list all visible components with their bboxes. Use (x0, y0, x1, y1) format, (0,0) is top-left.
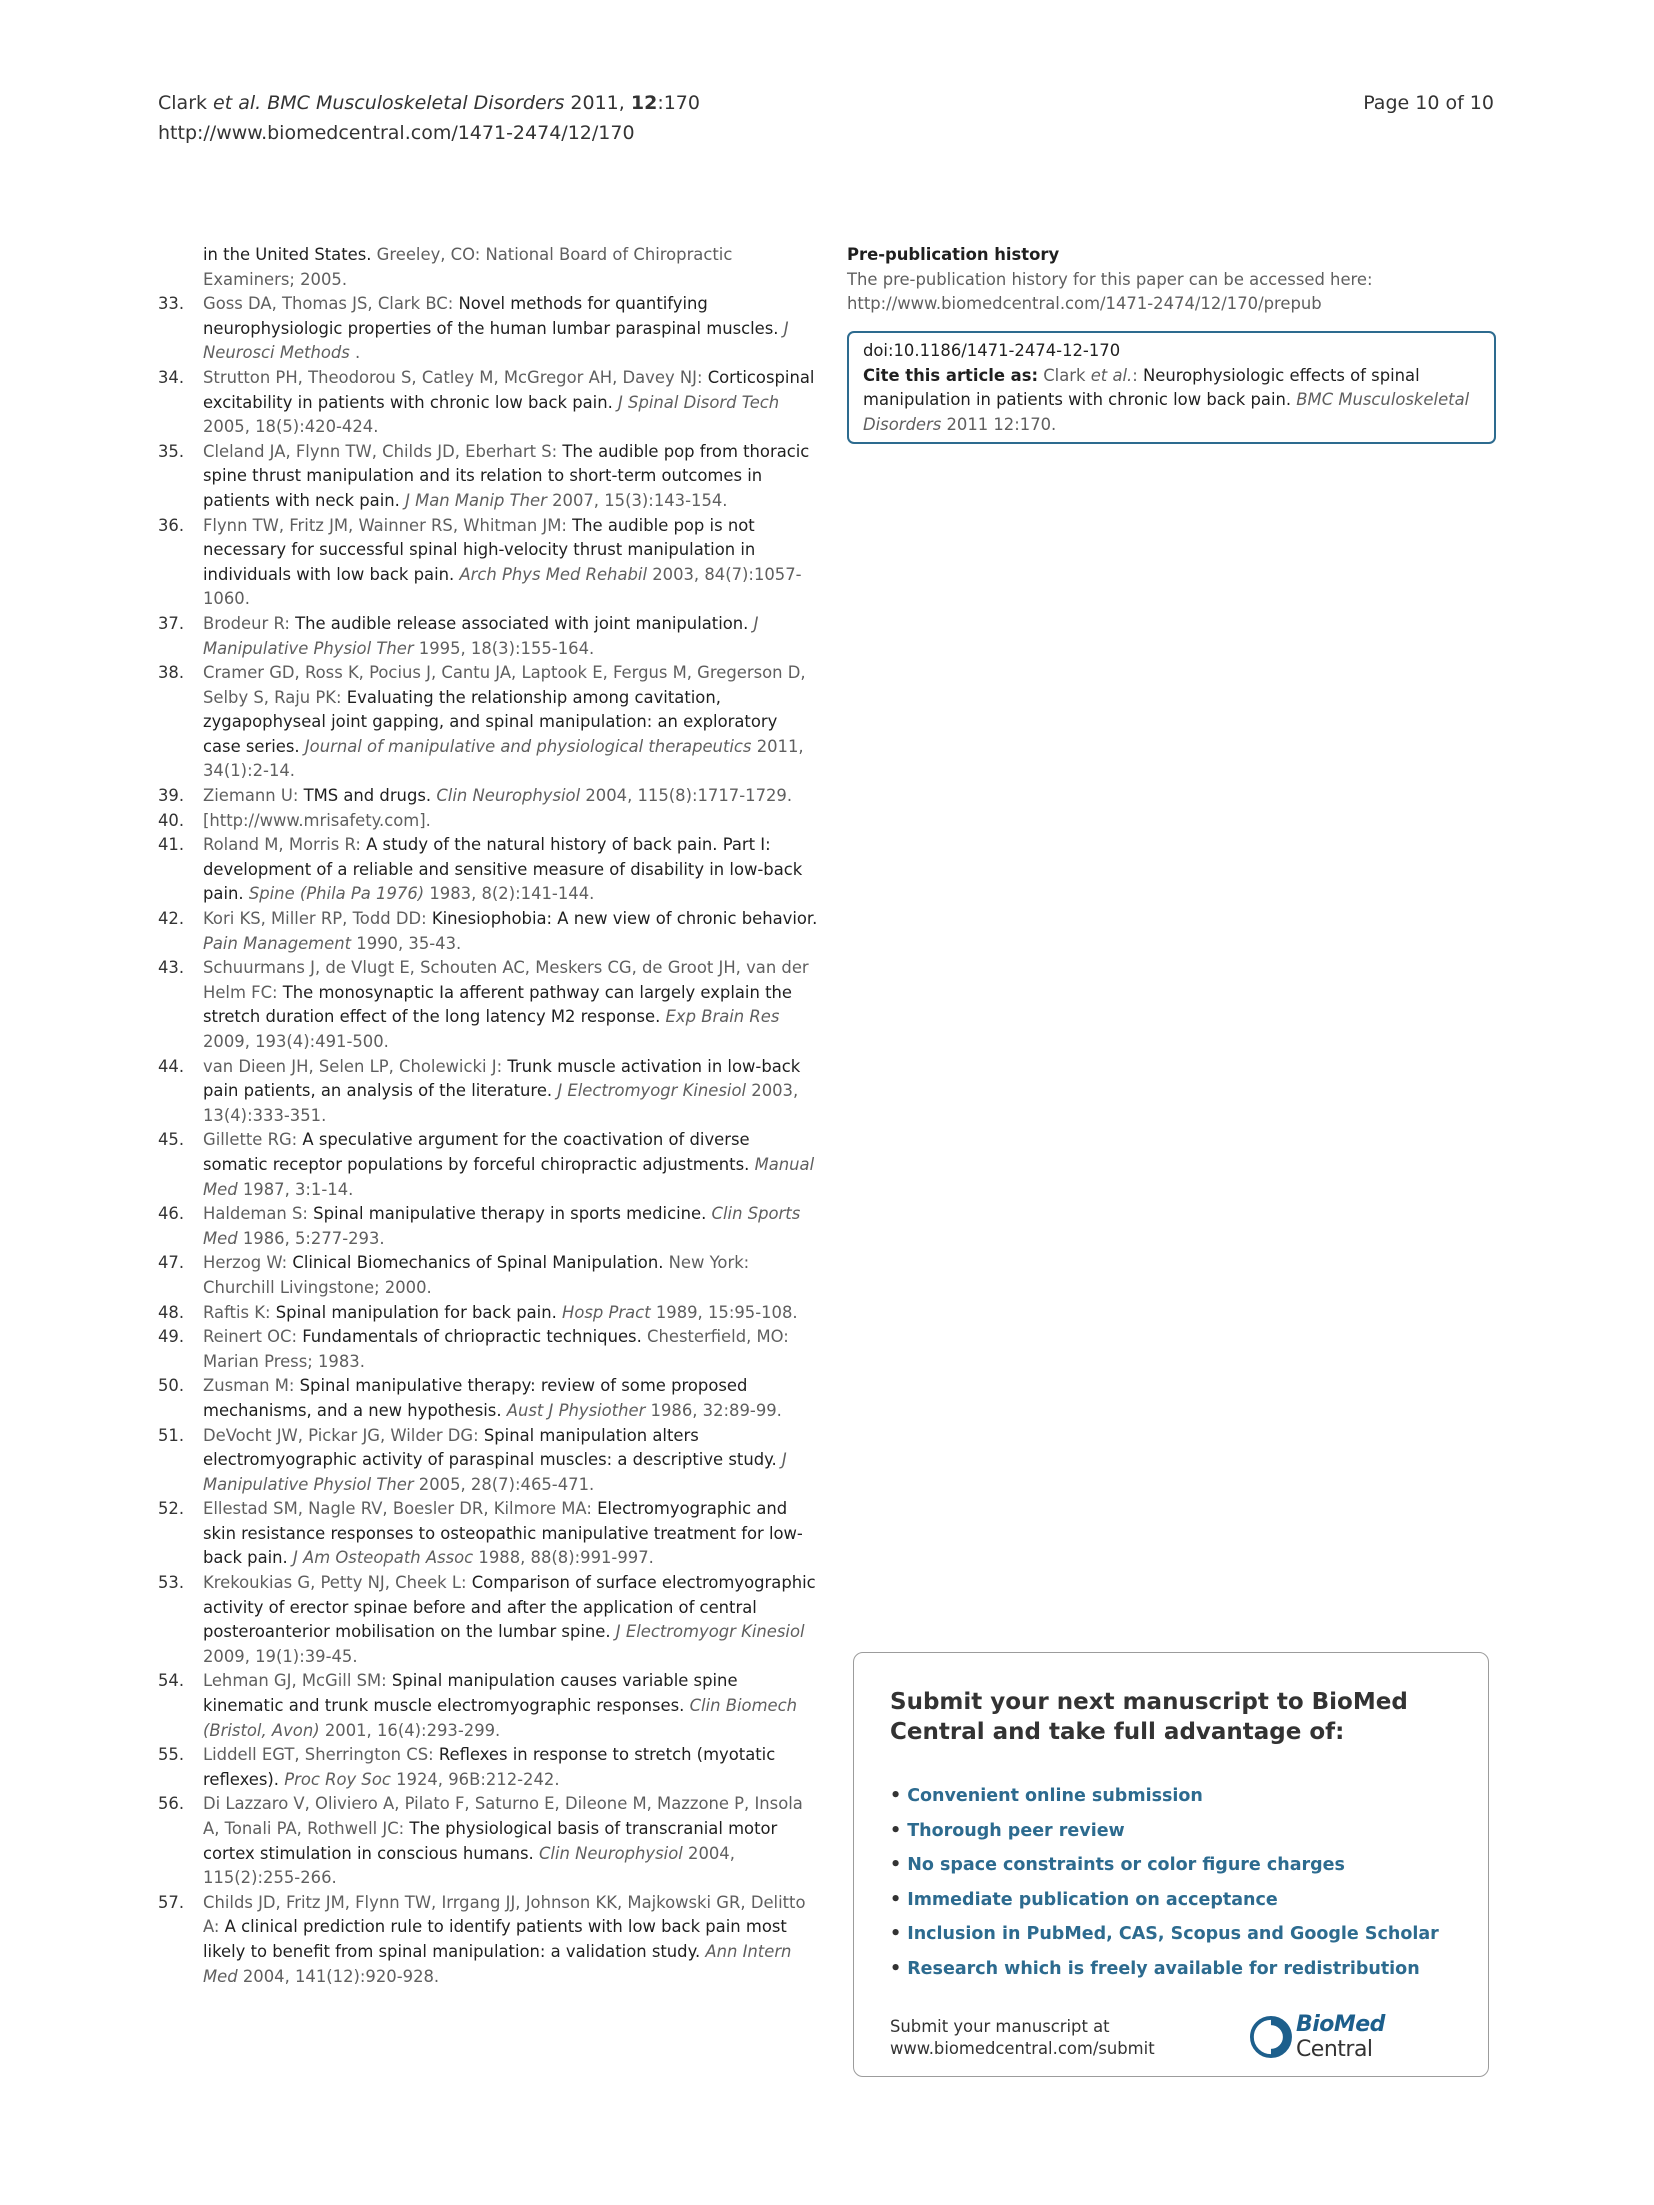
reference-title: The audible release associated with joint manipulation. (289, 613, 749, 633)
reference-journal: Clin Neurophysiol (533, 1843, 683, 1863)
reference-number: 44. (158, 1056, 185, 1076)
reference-number: 49. (158, 1327, 185, 1347)
reference-authors: Herzog W: (203, 1253, 288, 1273)
reference-number: 50. (158, 1376, 185, 1396)
reference-details: . (349, 343, 361, 363)
reference-authors: Roland M, Morris R: (203, 835, 361, 855)
reference-item (158, 1792, 818, 1890)
reference-item (158, 661, 818, 784)
reference-title: Clinical Biomechanics of Spinal Manipulation. (287, 1253, 664, 1273)
reference-journal: Arch Phys Med Rehabil (454, 564, 647, 584)
reference-title: Kinesiophobia: A new view of chronic behavior. (426, 909, 818, 929)
reference-authors: Reinert OC: (203, 1327, 298, 1347)
reference-item (158, 366, 818, 440)
ad-benefit-text: Immediate publication on acceptance (907, 1889, 1278, 1910)
reference-number: 47. (158, 1253, 185, 1273)
reference-journal: J Man Manip Ther (399, 490, 547, 510)
ad-benefit-item (890, 1917, 1439, 1952)
reference-number: 38. (158, 663, 185, 683)
reference-details: 1990, 35-43. (351, 933, 462, 953)
ad-benefit-item (890, 1848, 1439, 1883)
reference-authors: Flynn TW, Fritz JM, Wainner RS, Whitman JM: (203, 515, 567, 535)
reference-item (158, 1424, 818, 1498)
running-header (158, 88, 700, 148)
reference-item (158, 907, 818, 956)
ad-benefit-text: Thorough peer review (907, 1820, 1125, 1841)
reference-list (158, 243, 818, 1989)
reference-number: 41. (158, 835, 185, 855)
reference-authors: Zusman M: (203, 1376, 295, 1396)
citation-box (847, 331, 1496, 444)
reference-authors: Cramer GD, Ross K, Pocius J, Cantu JA, Laptook E, Fergus M, Gregerson D, Selby S, Raju PK: (203, 663, 806, 707)
bullet-icon: • (890, 1820, 902, 1841)
reference-item (158, 1202, 818, 1251)
reference-authors: Haldeman S: (203, 1204, 308, 1224)
reference-number: 39. (158, 786, 185, 806)
reference-item (158, 1055, 818, 1129)
ad-benefit-item (890, 1952, 1439, 1987)
bullet-icon: • (890, 1786, 902, 1806)
reference-number: 43. (158, 958, 185, 978)
reference-publisher: Greeley, CO: National Board of Chiropractic Examiners; 2005. (203, 245, 733, 289)
reference-publisher: Chesterfield, MO: Marian Press; 1983. (203, 1327, 789, 1371)
reference-title: The physiological basis of transcranial motor cortex stimulation in conscious humans. (203, 1819, 778, 1863)
reference-details: 2003, 13(4):333-351. (203, 1081, 799, 1125)
bullet-icon: • (890, 1889, 902, 1910)
reference-journal: Hosp Pract (556, 1302, 651, 1322)
reference-journal: Clin Sports Med (203, 1204, 801, 1248)
reference-title: A speculative argument for the coactivation of diverse somatic receptor populations by forceful chiropractic adjustments. (203, 1130, 750, 1174)
reference-number: 36. (158, 515, 185, 535)
reference-details: 2009, 19(1):39-45. (203, 1646, 358, 1666)
ad-title: Submit your next manuscript to BioMed Central and take full advantage of: (890, 1689, 1408, 1745)
logo-text: BioMed Central (1295, 2012, 1385, 2062)
reference-title: Comparison of surface electromyographic activity of erector spinae before and after the application of central posteroanterior mobilisation on the lumbar spine. (203, 1573, 816, 1642)
reference-item (158, 1251, 818, 1300)
ad-footer-line1: Submit your manuscript at (890, 2017, 1110, 2036)
reference-authors: Goss DA, Thomas JS, Clark BC: (203, 294, 454, 314)
reference-details: 2005, 28(7):465-471. (413, 1474, 595, 1494)
ad-benefit-item (890, 1814, 1439, 1849)
reference-number: 34. (158, 367, 185, 387)
doi-text: doi:10.1186/1471-2474-12-170 (863, 341, 1121, 360)
cite-text: Cite this article as: Clark et al.: Neurophysiologic effects of spinal manipulation in patients with chronic low back pain. BMC Musculoskeletal Disorders 2011 12:170. (863, 365, 1470, 434)
reference-authors: [http://www.mrisafety.com]. (203, 810, 431, 830)
reference-item (158, 1325, 818, 1374)
reference-details: 2003, 84(7):1057-1060. (203, 564, 802, 609)
reference-authors: Brodeur R: (203, 613, 290, 633)
reference-item (158, 784, 818, 809)
reference-journal: J Electromyogr Kinesiol (552, 1081, 747, 1101)
reference-number: 33. (158, 294, 185, 314)
reference-item (158, 440, 818, 514)
reference-journal: Journal of manipulative and physiological therapeutics (299, 736, 752, 756)
reference-item (158, 1128, 818, 1202)
reference-item (158, 809, 818, 834)
reference-authors: Ziemann U: (203, 786, 299, 806)
reference-title: Trunk muscle activation in low-back pain patients, an analysis of the literature. (203, 1056, 801, 1101)
reference-details: 1986, 5:277-293. (237, 1228, 385, 1248)
reference-authors: Childs JD, Fritz JM, Flynn TW, Irrgang JJ, Johnson KK, Majkowski GR, Delitto A: (203, 1892, 806, 1937)
reference-title: A clinical prediction rule to identify patients with low back pain most likely to benefit from spinal manipulation: a validation study. (203, 1917, 787, 1961)
reference-journal: J Electromyogr Kinesiol (610, 1622, 805, 1642)
reference-details: 2011, 34(1):2-14. (203, 736, 804, 781)
reference-journal: Clin Neurophysiol (431, 786, 581, 806)
reference-item (158, 1497, 818, 1571)
reference-title: Electromyographic and skin resistance responses to osteopathic manipulative treatment for low-back pain. (203, 1499, 803, 1568)
reference-authors: Raftis K: (203, 1302, 271, 1322)
reference-journal: J Am Osteopath Assoc (287, 1548, 474, 1568)
ad-benefit-item (890, 1779, 1439, 1814)
reference-number: 48. (158, 1302, 185, 1322)
reference-journal: J Neurosci Methods (203, 318, 789, 363)
reference-title: Spinal manipulation for back pain. (270, 1302, 557, 1322)
reference-details: 1986, 32:89-99. (645, 1400, 782, 1420)
page-number: Page 10 of 10 (1363, 92, 1494, 114)
reference-number: 56. (158, 1794, 185, 1814)
reference-item (158, 956, 818, 1054)
reference-journal: J Manipulative Physiol Ther (203, 613, 759, 658)
reference-details: 1988, 88(8):991-997. (473, 1548, 654, 1568)
biomed-central-logo (1250, 2012, 1460, 2062)
reference-item (158, 612, 818, 661)
reference-item (158, 1891, 818, 1989)
ad-benefit-text: No space constraints or color figure charges (907, 1855, 1345, 1875)
reference-item (158, 1669, 818, 1743)
reference-number: 52. (158, 1499, 185, 1519)
reference-title: The monosynaptic Ia afferent pathway can largely explain the stretch duration effect of the long latency M2 response. (203, 982, 792, 1027)
reference-journal: Pain Management (203, 933, 352, 953)
reference-details: 2007, 15(3):143-154. (546, 490, 728, 510)
reference-title: Spinal manipulation alters electromyographic activity of paraspinal muscles: a descriptive study. (203, 1425, 777, 1470)
reference-title: The audible pop is not necessary for successful spinal high-velocity thrust manipulation in individuals with low back pain. (203, 515, 756, 584)
prepublication-text: The pre-publication history for this paper can be accessed here: (847, 269, 1373, 289)
reference-item (158, 514, 818, 612)
ad-benefits-list (890, 1779, 1439, 1986)
reference-title: Spinal manipulative therapy: review of some proposed mechanisms, and a new hypothesis. (203, 1376, 748, 1420)
reference-details: 2005, 18(5):420-424. (203, 417, 379, 437)
reference-item (158, 1374, 818, 1423)
reference-title: Novel methods for quantifying neurophysiologic properties of the human lumbar paraspinal muscles. (203, 294, 779, 338)
reference-journal: Manual Med (203, 1154, 815, 1199)
reference-authors: Kori KS, Miller RP, Todd DD: (203, 909, 427, 929)
reference-journal: Aust J Physiother (501, 1400, 646, 1420)
reference-authors: Schuurmans J, de Vlugt E, Schouten AC, Meskers CG, de Groot JH, van der Helm FC: (203, 958, 809, 1002)
reference-item (158, 1301, 818, 1326)
reference-details: 1983, 8(2):141-144. (424, 884, 595, 904)
header-citation: Clark et al. BMC Musculoskeletal Disorders 2011, 12:170 (158, 92, 700, 114)
reference-details: 2001, 16(4):293-299. (319, 1720, 501, 1740)
reference-details: 2009, 193(4):491-500. (203, 1032, 389, 1051)
bullet-icon: • (890, 1958, 902, 1979)
reference-number: 51. (158, 1425, 185, 1445)
ad-submit-url[interactable]: www.biomedcentral.com/submit (890, 2039, 1155, 2058)
reference-item (158, 292, 818, 366)
reference-details: 1989, 15:95-108. (650, 1302, 798, 1322)
reference-journal: Proc Roy Soc (279, 1769, 391, 1789)
prepublication-heading: Pre-publication history (847, 245, 1060, 264)
bullet-icon: • (890, 1924, 902, 1944)
ad-benefit-item (890, 1883, 1439, 1918)
reference-number: 55. (158, 1745, 185, 1765)
reference-authors: Ellestad SM, Nagle RV, Boesler DR, Kilmore MA: (203, 1499, 592, 1519)
reference-number: 40. (158, 810, 185, 830)
reference-number: 57. (158, 1892, 185, 1912)
biomed-logo-icon (1250, 2015, 1292, 2059)
reference-title: Spinal manipulative therapy in sports medicine. (307, 1204, 707, 1224)
reference-authors: Lehman GJ, McGill SM: (203, 1671, 387, 1691)
bullet-icon: • (890, 1855, 902, 1875)
prepublication-section (847, 243, 1497, 317)
reference-journal: Spine (Phila Pa 1976) (243, 884, 425, 904)
reference-details: 2004, 141(12):920-928. (237, 1966, 440, 1986)
reference-details: 2004, 115(2):255-266. (203, 1843, 735, 1888)
reference-number: 42. (158, 909, 185, 929)
reference-title: Corticospinal excitability in patients with chronic low back pain. (203, 367, 815, 412)
reference-details: 1924, 96B:212-242. (390, 1769, 560, 1789)
reference-title: The audible pop from thoracic spine thrust manipulation and its relation to short-term outcomes in patients with neck pain. (203, 441, 810, 510)
reference-number: 37. (158, 613, 185, 633)
reference-item (158, 243, 818, 292)
reference-authors: Liddell EGT, Sherrington CS: (203, 1745, 434, 1765)
reference-authors: Krekoukias G, Petty NJ, Cheek L: (203, 1573, 467, 1593)
reference-number: 53. (158, 1573, 185, 1593)
reference-title: Spinal manipulation causes variable spine kinematic and trunk muscle electromyographic responses. (203, 1671, 738, 1716)
reference-title: Fundamentals of chriopractic techniques. (297, 1327, 642, 1347)
ad-benefit-text: Convenient online submission (907, 1786, 1203, 1806)
reference-journal: Ann Intern Med (203, 1941, 792, 1986)
reference-item (158, 833, 818, 907)
reference-journal: Exp Brain Res (660, 1007, 780, 1027)
reference-title: TMS and drugs. (298, 786, 432, 806)
reference-authors: DeVocht JW, Pickar JG, Wilder DG: (203, 1425, 479, 1445)
reference-journal: Clin Biomech (Bristol, Avon) (203, 1696, 798, 1740)
reference-authors: Di Lazzaro V, Oliviero A, Pilato F, Saturno E, Dileone M, Mazzone P, Insola A, Tonali PA, Rothwell JC: (203, 1794, 803, 1838)
reference-journal: J Spinal Disord Tech (612, 392, 780, 412)
reference-details: 1987, 3:1-14. (237, 1179, 354, 1199)
ad-benefit-text: Inclusion in PubMed, CAS, Scopus and Google Scholar (907, 1924, 1439, 1944)
ad-footer (890, 2016, 1155, 2060)
reference-number: 54. (158, 1671, 185, 1691)
reference-title: Reflexes in response to stretch (myotatic reflexes). (203, 1745, 776, 1789)
submission-ad-box (853, 1652, 1489, 2077)
reference-title: Evaluating the relationship among cavitation, zygapophyseal joint gapping, and spinal manipulation: an exploratory case series. (203, 687, 778, 756)
reference-authors: Strutton PH, Theodorou S, Catley M, McGregor AH, Davey NJ: (203, 367, 703, 387)
reference-authors: Gillette RG: (203, 1130, 298, 1150)
reference-details: 1995, 18(3):155-164. (413, 638, 595, 658)
reference-item (158, 1743, 818, 1792)
reference-number: 46. (158, 1204, 185, 1224)
header-url[interactable]: http://www.biomedcentral.com/1471-2474/12/170 (158, 122, 635, 144)
ad-benefit-text: Research which is freely available for redistribution (907, 1958, 1420, 1979)
reference-details: 2004, 115(8):1717-1729. (580, 786, 793, 806)
reference-title: A study of the natural history of back pain. Part I: development of a reliable and sensitive measure of disability in low-back pain. (203, 835, 803, 904)
reference-number: 45. (158, 1130, 185, 1150)
reference-number: 35. (158, 441, 185, 461)
reference-journal: J Manipulative Physiol Ther (203, 1450, 787, 1494)
reference-authors: van Dieen JH, Selen LP, Cholewicki J: (203, 1056, 503, 1076)
reference-publisher: New York: Churchill Livingstone; 2000. (203, 1253, 750, 1297)
prepublication-url[interactable]: http://www.biomedcentral.com/1471-2474/12/170/prepub (847, 294, 1322, 314)
reference-item (158, 1571, 818, 1669)
reference-authors: Cleland JA, Flynn TW, Childs JD, Eberhart S: (203, 441, 558, 461)
reference-title: in the United States. (203, 245, 372, 264)
